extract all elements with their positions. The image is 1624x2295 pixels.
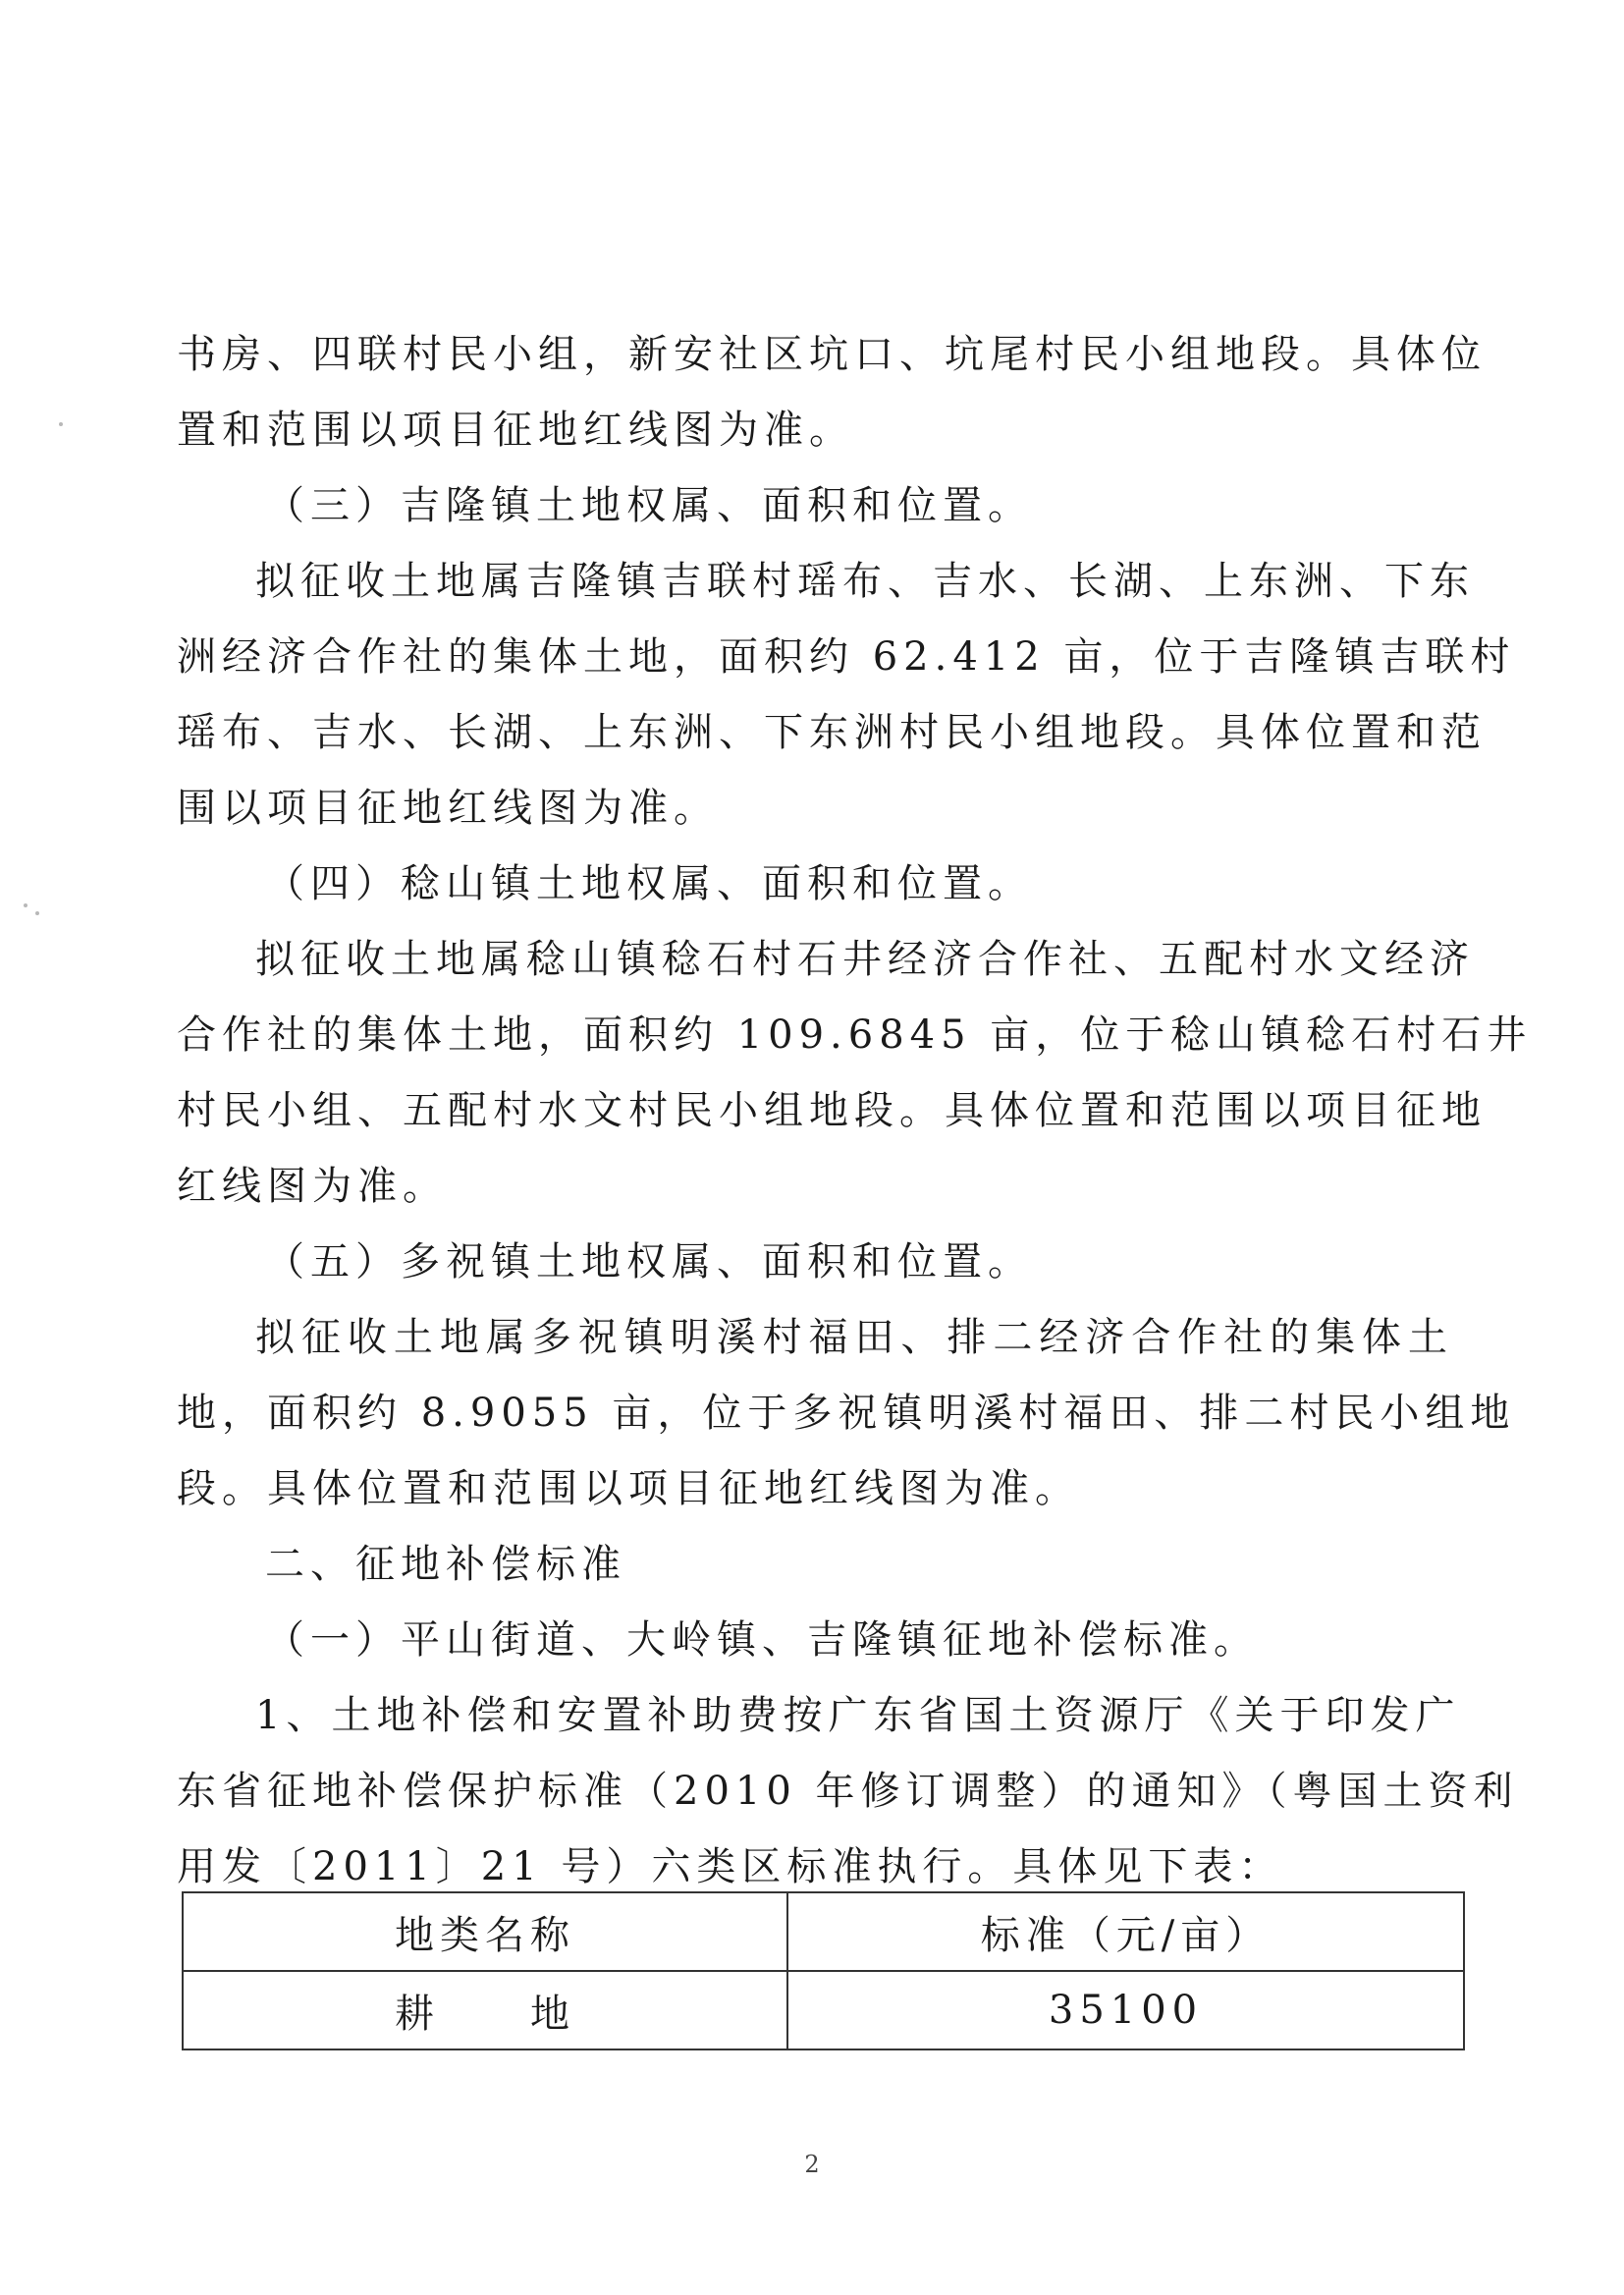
paragraph-line: 书房、四联村民小组，新安社区坑口、坑尾村民小组地段。具体位	[177, 332, 1487, 377]
paragraph-line: 村民小组、五配村水文村民小组地段。具体位置和范围以项目征地	[177, 1088, 1487, 1133]
paragraph-line: 拟征收土地属吉隆镇吉联村瑶布、吉水、长湖、上东洲、下东	[255, 559, 1475, 604]
table-cell: 35100	[787, 1971, 1464, 2049]
paragraph-line: 置和范围以项目征地红线图为准。	[177, 408, 854, 453]
paragraph-line: 1、土地补偿和安置补助费按广东省国土资源厅《关于印发广	[255, 1693, 1461, 1738]
paragraph-line: 红线图为准。	[177, 1164, 448, 1209]
paragraph-line: 用发〔2011〕21 号）六类区标准执行。具体见下表：	[177, 1844, 1284, 1889]
paragraph-line: 围以项目征地红线图为准。	[177, 786, 719, 831]
table-row	[183, 1971, 1464, 2049]
subsection-heading: （一）平山街道、大岭镇、吉隆镇征地补偿标准。	[265, 1617, 1259, 1663]
paragraph-line: 瑶布、吉水、长湖、上东洲、下东洲村民小组地段。具体位置和范	[177, 710, 1487, 755]
compensation-standard-table	[182, 1891, 1465, 2050]
paragraph-line: 合作社的集体土地，面积约 109.6845 亩，位于稔山镇稔石村石井	[177, 1012, 1533, 1058]
paragraph-line: 洲经济合作社的集体土地，面积约 62.412 亩，位于吉隆镇吉联村	[177, 634, 1516, 680]
paragraph-line: 段。具体位置和范围以项目征地红线图为准。	[177, 1466, 1080, 1511]
table-header-cell: 标准（元/亩）	[787, 1892, 1464, 1971]
section-heading-duozhu: （五）多祝镇土地权属、面积和位置。	[265, 1239, 1033, 1284]
section-heading-renshan: （四）稔山镇土地权属、面积和位置。	[265, 861, 1033, 906]
table-cell: 耕 地	[183, 1971, 787, 2049]
paragraph-line: 东省征地补偿保护标准（2010 年修订调整）的通知》（粤国土资利	[177, 1769, 1519, 1814]
section-heading-jilong: （三）吉隆镇土地权属、面积和位置。	[265, 483, 1033, 528]
scan-speck	[35, 911, 39, 915]
table-header-row	[183, 1892, 1464, 1971]
table-header-cell: 地类名称	[183, 1892, 787, 1971]
paragraph-line: 地，面积约 8.9055 亩，位于多祝镇明溪村福田、排二村民小组地	[177, 1391, 1516, 1436]
scan-speck	[24, 903, 27, 907]
paragraph-line: 拟征收土地属多祝镇明溪村福田、排二经济合作社的集体土	[255, 1315, 1453, 1360]
section-heading-compensation: 二、征地补偿标准	[265, 1542, 626, 1587]
page-number: 2	[804, 2151, 820, 2178]
scan-speck	[59, 422, 63, 426]
paragraph-line: 拟征收土地属稔山镇稔石村石井经济合作社、五配村水文经济	[255, 937, 1475, 982]
